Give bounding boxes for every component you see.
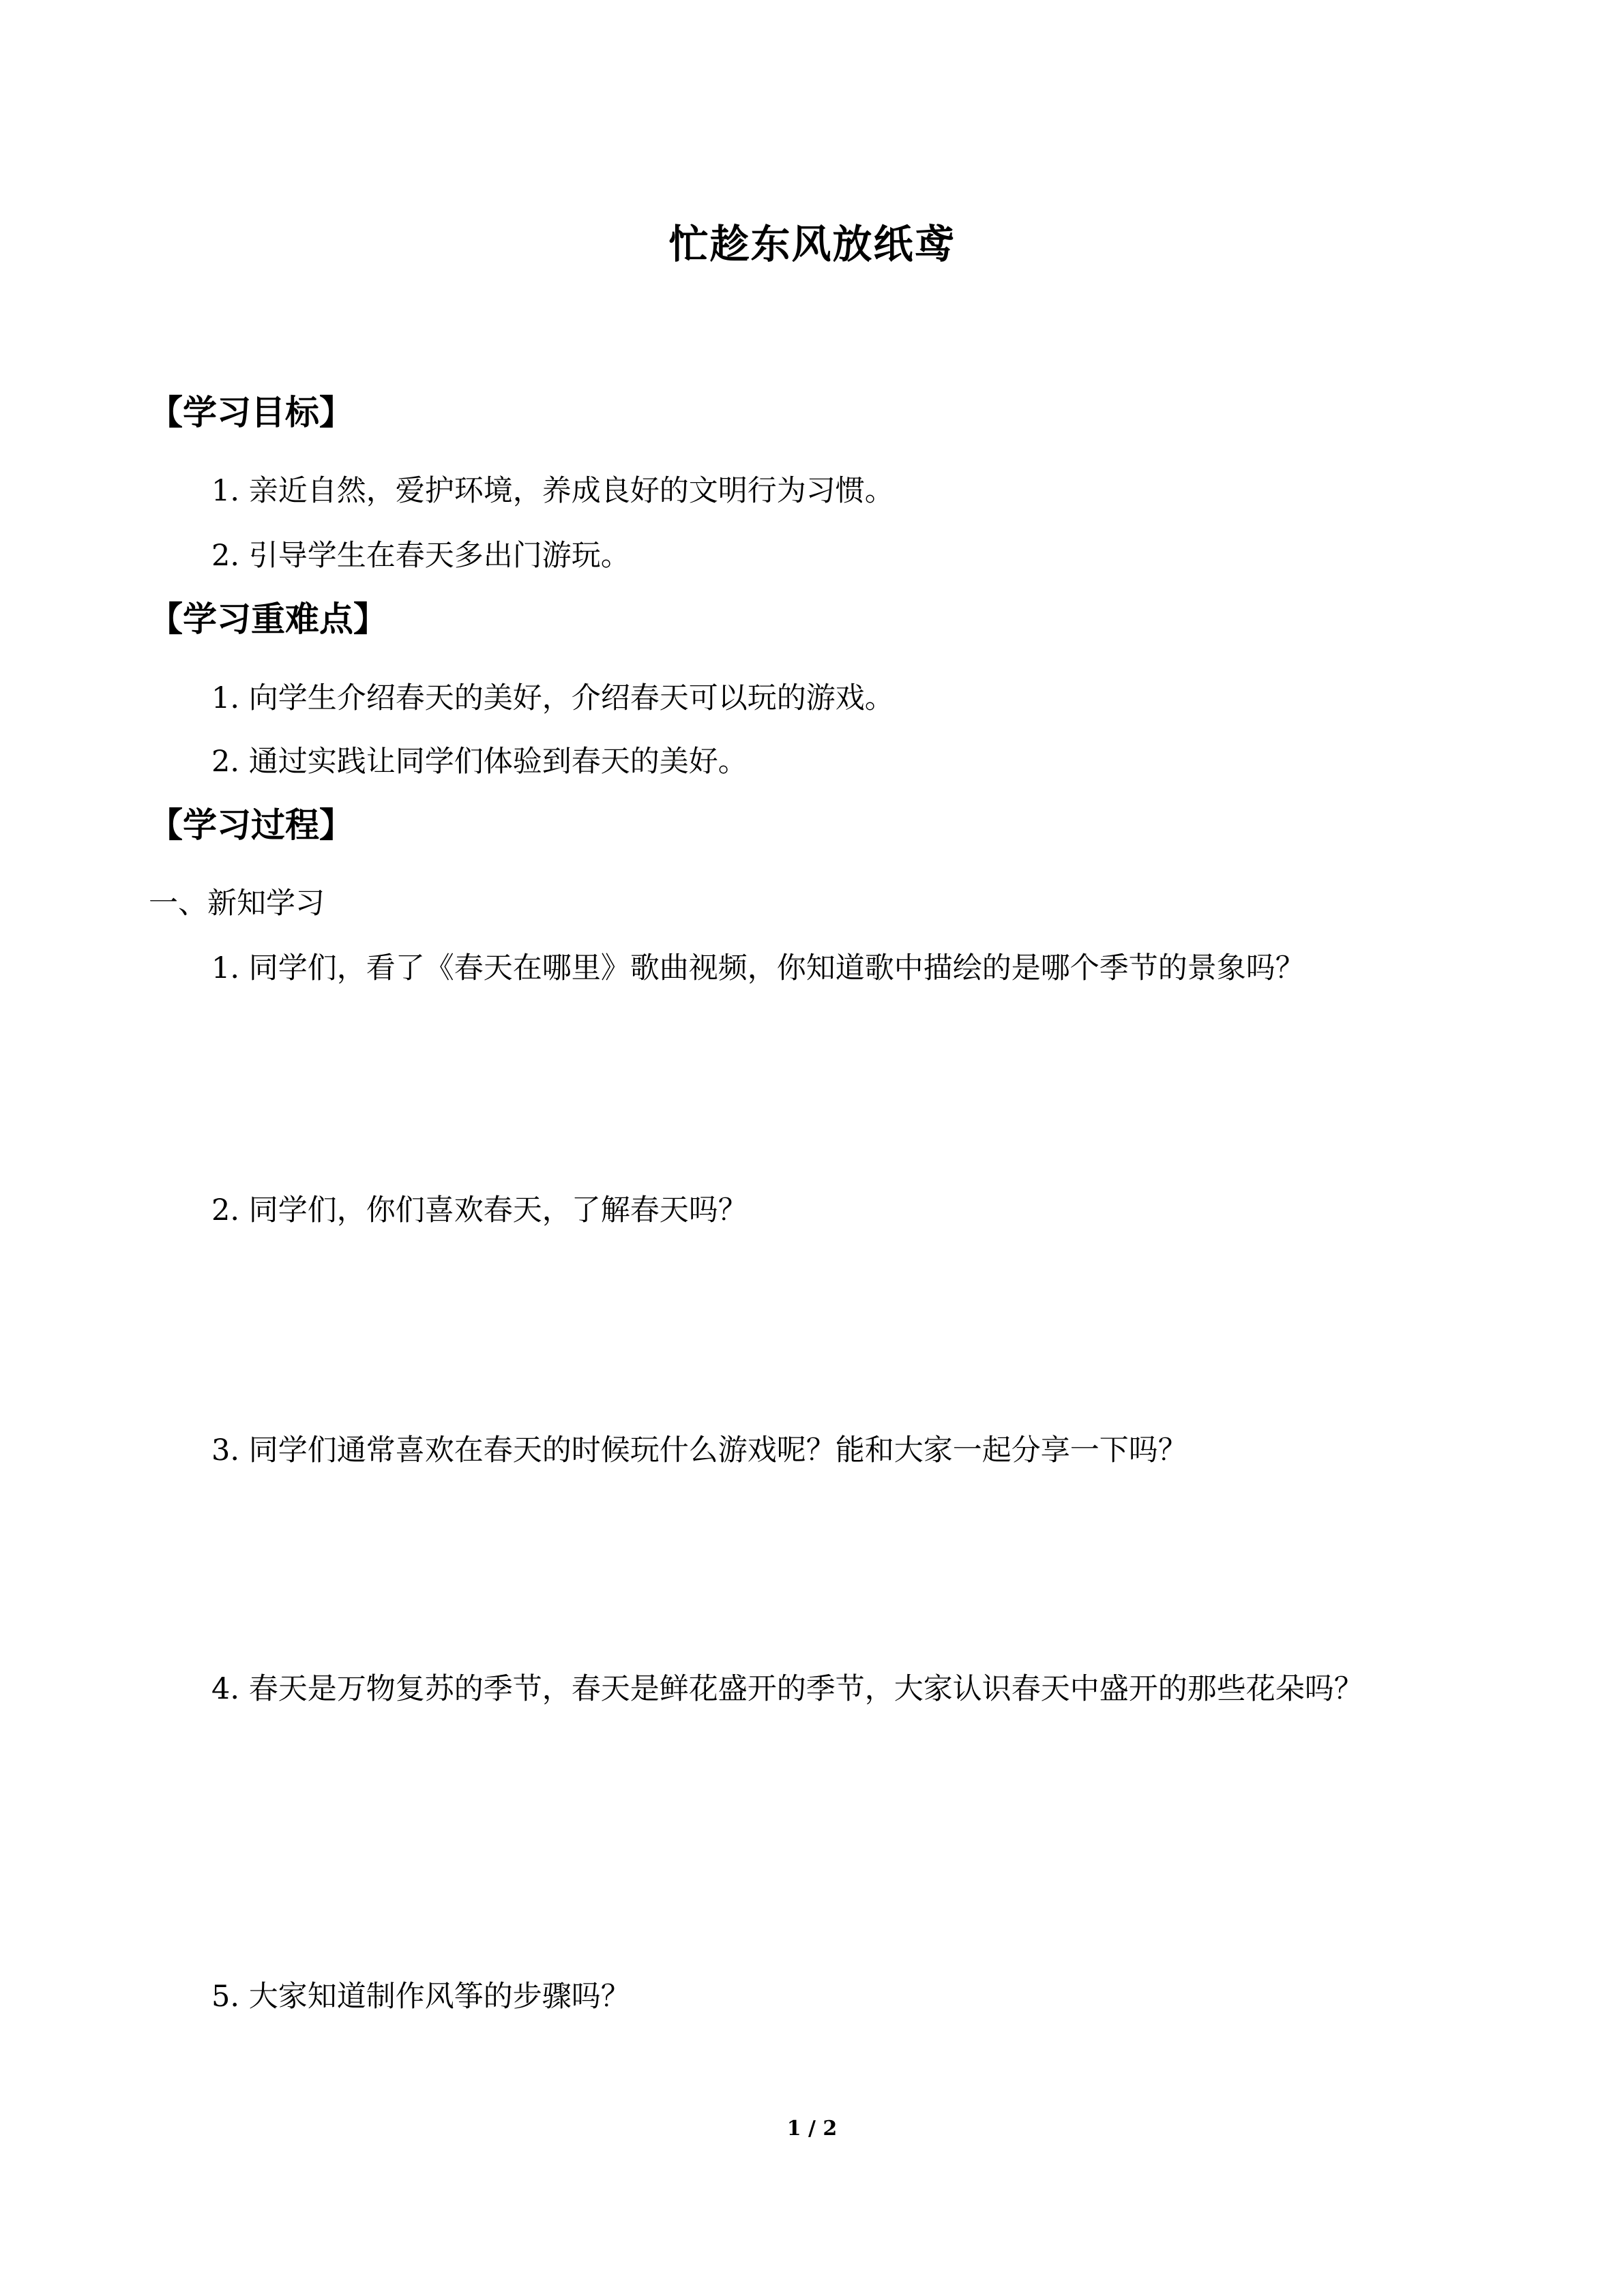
question-2: 2. 同学们，你们喜欢春天，了解春天吗？	[211, 1193, 748, 1227]
process-subheading: 一、新知学习	[149, 886, 325, 921]
question-4: 4. 春天是万物复苏的季节，春天是鲜花盛开的季节，大家认识春天中盛开的那些花朵吗？	[211, 1672, 1363, 1706]
document-title: 忙趁东风放纸鸢	[668, 221, 956, 267]
section-heading-key-points: 【学习重难点】	[149, 599, 387, 639]
section-heading-goals: 【学习目标】	[149, 393, 353, 432]
page-number: 1 / 2	[786, 2117, 838, 2141]
question-1: 1. 同学们，看了《春天在哪里》歌曲视频，你知道歌中描绘的是哪个季节的景象吗？	[211, 951, 1305, 985]
goal-item-1: 1. 亲近自然，爱护环境，养成良好的文明行为习惯。	[211, 474, 894, 508]
goal-item-2: 2. 引导学生在春天多出门游玩。	[211, 539, 630, 573]
key-point-item-2: 2. 通过实践让同学们体验到春天的美好。	[211, 745, 748, 779]
question-3: 3. 同学们通常喜欢在春天的时候玩什么游戏呢？能和大家一起分享一下吗？	[211, 1433, 1187, 1467]
key-point-item-1: 1. 向学生介绍春天的美好，介绍春天可以玩的游戏。	[211, 681, 894, 715]
section-heading-process: 【学习过程】	[149, 805, 353, 845]
question-5: 5. 大家知道制作风筝的步骤吗？	[211, 1980, 630, 2014]
